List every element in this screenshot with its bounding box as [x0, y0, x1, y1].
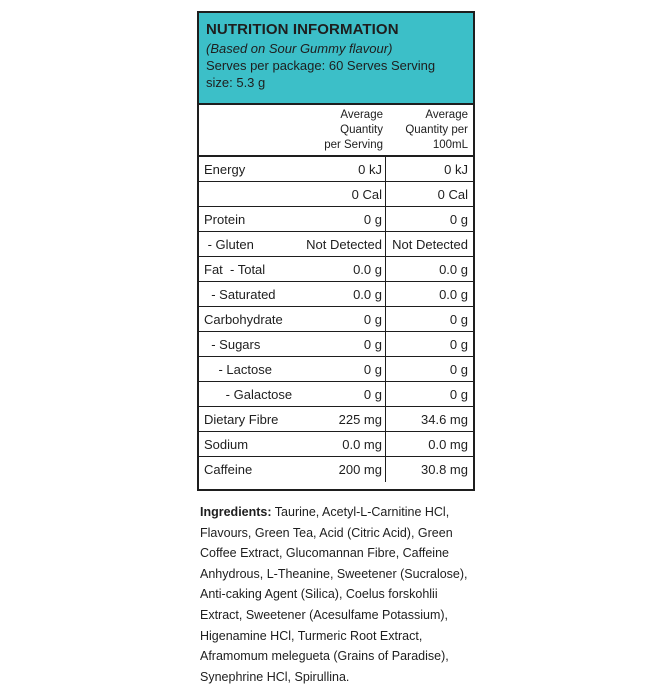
value-per-100ml: 34.6 mg [421, 412, 468, 427]
nutrient-name: - Gluten [204, 237, 254, 252]
table-row [199, 232, 473, 257]
value-per-serving: 0 g [199, 332, 386, 356]
column-headers [199, 105, 473, 157]
table-row [199, 407, 473, 432]
value-per-100ml: 0.0 g [439, 262, 468, 277]
nutrition-rows [199, 157, 473, 482]
value-per-serving: 0 g [199, 207, 386, 231]
table-row [199, 207, 473, 232]
value-per-serving: 0 g [199, 382, 386, 406]
nutrient-name: Sodium [204, 437, 249, 452]
value-per-serving: 0.0 g [199, 257, 386, 281]
value-per-serving: 0 g [199, 357, 386, 381]
value-per-serving: 0.0 g [199, 282, 386, 306]
panel-title: NUTRITION INFORMATION [206, 21, 399, 38]
nutrient-name: Protein [204, 212, 246, 227]
ingredients-label: Ingredients: [200, 505, 272, 519]
nutrient-name: Carbohydrate [204, 312, 283, 327]
value-per-100ml: 0 g [449, 362, 468, 377]
value-per-serving: 225 mg [199, 407, 386, 431]
serves-line-2: size: 5.3 g [206, 75, 266, 90]
nutrition-panel [197, 11, 475, 491]
table-row [199, 182, 473, 207]
value-per-100ml: 0 g [449, 212, 468, 227]
nutrient-name: Energy [204, 162, 246, 177]
table-row [199, 382, 473, 407]
table-row [199, 282, 473, 307]
value-per-100ml: 30.8 mg [421, 462, 468, 477]
table-row [199, 432, 473, 457]
value-per-serving: 0 g [199, 307, 386, 331]
serves-line-1: Serves per package: 60 Serves Serving [206, 58, 436, 73]
value-per-serving: Not Detected [199, 232, 386, 256]
ingredients-block [200, 502, 470, 687]
value-per-100ml: Not Detected [392, 237, 468, 252]
value-per-serving: 200 mg [199, 457, 386, 482]
value-per-serving: 0 kJ [199, 157, 386, 181]
table-row [199, 332, 473, 357]
value-per-100ml: 0 kJ [444, 162, 468, 177]
column-header-per-100ml: Average Quantity per 100mL [405, 109, 468, 151]
value-per-100ml: 0 g [449, 337, 468, 352]
value-per-serving: 0 Cal [199, 182, 386, 206]
panel-header [199, 13, 473, 105]
value-per-serving: 0.0 mg [199, 432, 386, 456]
table-row [199, 257, 473, 282]
table-row [199, 307, 473, 332]
table-row [199, 157, 473, 182]
ingredients-text: Taurine, Acetyl-L-Carnitine HCl, Flavours, Green Tea, Acid (Citric Acid), Green Coffee Extract, Glucomannan Fibre, Caffeine Anhydrous, L-Theanine, Sweetener (Sucralose), Anti-caking Agent (Silica), Coelus forskohlii Extract, Sweetener (Acesulfame Potassium), Higenamine HCl, Turmeric Root Extract, Aframomum melegueta (Grains of Paradise), Synephrine HCl, Spirullina. [200, 505, 468, 684]
nutrient-name: Fat - Total [204, 262, 266, 277]
table-row [199, 357, 473, 382]
nutrient-name: - Galactose [204, 387, 293, 402]
nutrient-name: Caffeine [204, 462, 253, 477]
value-per-100ml: 0.0 g [439, 287, 468, 302]
nutrient-name: - Saturated [204, 287, 276, 302]
panel-subtitle: (Based on Sour Gummy flavour) [206, 41, 393, 56]
column-header-per-serving: Average Quantity per Serving [324, 109, 383, 151]
value-per-100ml: 0 g [449, 387, 468, 402]
value-per-100ml: 0 Cal [437, 187, 468, 202]
table-row [199, 457, 473, 482]
nutrient-name: Dietary Fibre [204, 412, 279, 427]
value-per-100ml: 0.0 mg [428, 437, 468, 452]
nutrient-name: - Sugars [204, 337, 261, 352]
nutrient-name: - Lactose [204, 362, 272, 377]
value-per-100ml: 0 g [449, 312, 468, 327]
